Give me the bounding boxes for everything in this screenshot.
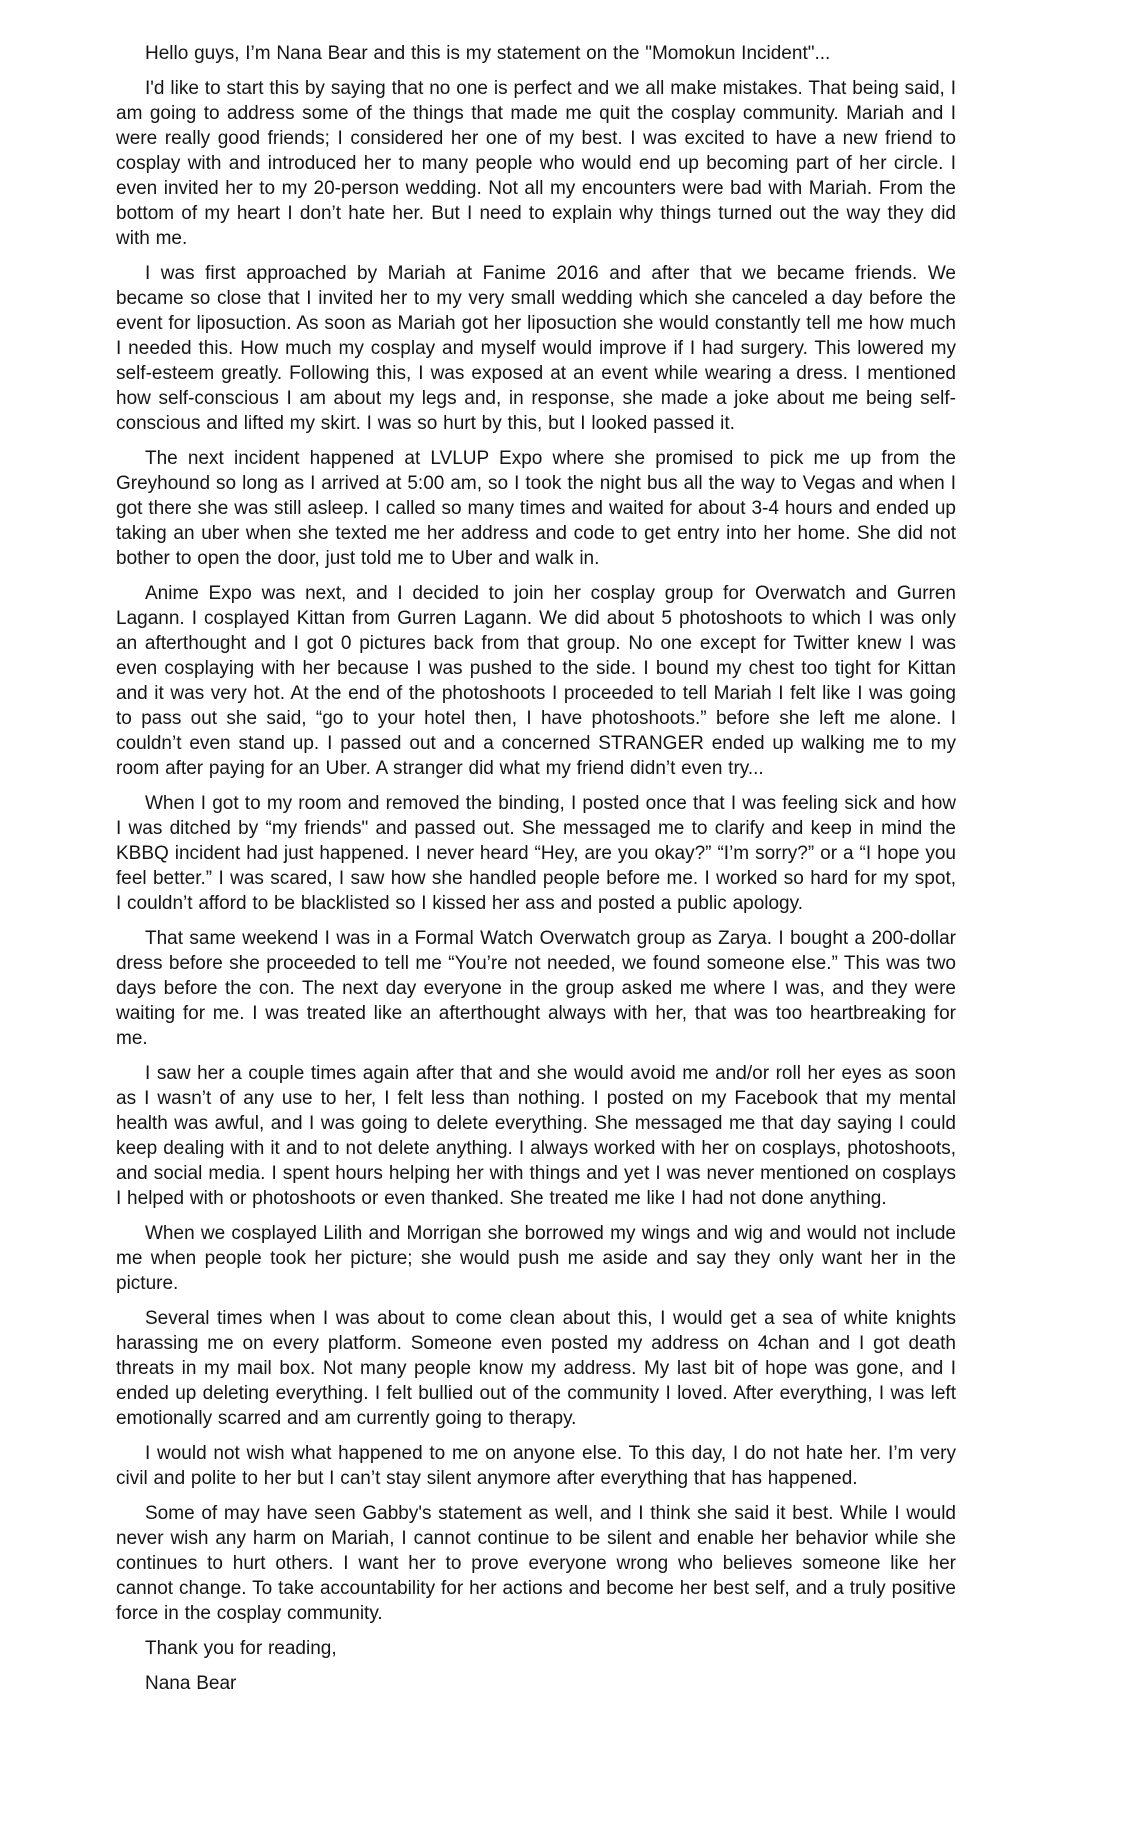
statement-title-line: Hello guys, I’m Nana Bear and this is my statement on the "Momokun Incident"... — [145, 43, 831, 64]
paragraph-zarya: That same weekend I was in a Formal Watch Overwatch group as Zarya. I bought a 200-dollar dress before she proceeded to tell me “You’re not needed, we found someone else.” This was two days before the con. The next day everyone in the group asked me where I was, and they were waiting for me. I was treated like an afterthought always with her, that was too heartbreaking for me. — [116, 928, 956, 1049]
paragraph-anime-expo: Anime Expo was next, and I decided to join her cosplay group for Overwatch and Gurren Lagann. I cosplayed Kittan from Gurren Lagann. We did about 5 photoshoots to which I was only an afterthought and I got 0 pictures back from that group. No one except for Twitter knew I was even cosplaying with her because I was pushed to the side. I bound my chest too tight for Kittan and it was very hot. At the end of the photoshoots I proceeded to tell Mariah I felt like I was going to pass out she said, “go to your hotel then, I have photoshoots.” before she left me alone. I couldn’t even stand up. I passed out and a concerned STRANGER ended up walking me to my room after paying for an Uber. A stranger did what my friend didn’t even try... — [116, 583, 956, 779]
paragraph-no-hate: I would not wish what happened to me on anyone else. To this day, I do not hate her. I’m very civil and polite to her but I can’t stay silent anymore after everything that has happened. — [116, 1443, 956, 1489]
paragraph-lilith-morrigan: When we cosplayed Lilith and Morrigan she borrowed my wings and wig and would not include me when people took her picture; she would push me aside and say they only want her in the picture. — [116, 1223, 956, 1294]
paragraph-aftermath: When I got to my room and removed the binding, I posted once that I was feeling sick and how I was ditched by “my friends" and passed out. She messaged me to clarify and keep in mind the KBBQ incident had just happened. I never heard “Hey, are you okay?” “I’m sorry?” or a “I hope you feel better.” I was scared, I saw how she handled people before me. I worked so hard for my spot, I couldn’t afford to be blacklisted so I kissed her ass and posted a public apology. — [116, 793, 956, 914]
closing-line: Thank you for reading, — [145, 1638, 337, 1659]
paragraph-lvlup-expo: The next incident happened at LVLUP Expo where she promised to pick me up from the Greyhound so long as I arrived at 5:00 am, so I took the night bus all the way to Vegas and when I got there she was still asleep. I called so many times and waited for about 3-4 hours and ended up taking an uber when she texted me her address and code to get entry into her home. She did not bother to open the door, just told me to Uber and walk in. — [116, 448, 956, 569]
paragraph-facebook: I saw her a couple times again after that and she would avoid me and/or roll her eyes as soon as I wasn’t of any use to her, I felt less than nothing. I posted on my Facebook that my mental health was awful, and I was going to delete everything. She messaged me that day saying I could keep dealing with it and to not delete anything. I always worked with her on cosplays, photoshoots, and social media. I spent hours helping her with things and yet I was never mentioned on cosplays I helped with or photoshoots or even thanked. She treated me like I had not done anything. — [116, 1063, 956, 1209]
paragraph-fanime: I was first approached by Mariah at Fanime 2016 and after that we became friends. We became so close that I invited her to my very small wedding which she canceled a day before the event for liposuction. As soon as Mariah got her liposuction she would constantly tell me how much I needed this. How much my cosplay and myself would improve if I had surgery. This lowered my self-esteem greatly. Following this, I was exposed at an event while wearing a dress. I mentioned how self-conscious I am about my legs and, in response, she made a joke about me being self-conscious and lifted my skirt. I was so hurt by this, but I looked passed it. — [116, 263, 956, 434]
paragraph-gabby-statement: Some of may have seen Gabby's statement as well, and I think she said it best. While I would never wish any harm on Mariah, I cannot continue to be silent and enable her behavior while she continues to hurt others. I want her to prove everyone wrong who believes someone like her cannot change. To take accountability for her actions and become her best self, and a truly positive force in the cosplay community. — [116, 1503, 956, 1624]
signature-line: Nana Bear — [145, 1673, 237, 1694]
paragraph-opening: I'd like to start this by saying that no one is perfect and we all make mistakes. That being said, I am going to address some of the things that made me quit the cosplay community. Mariah and I were really good friends; I considered her one of my best. I was excited to have a new friend to cosplay with and introduced her to many people who would end up becoming part of her circle. I even invited her to my 20-person wedding. Not all my encounters were bad with Mariah. From the bottom of my heart I don’t hate her. But I need to explain why things turned out the way they did with me. — [116, 78, 956, 249]
paragraph-white-knights: Several times when I was about to come clean about this, I would get a sea of white knights harassing me on every platform. Someone even posted my address on 4chan and I got death threats in my mail box. Not many people know my address. My last bit of hope was gone, and I ended up deleting everything. I felt bullied out of the community I loved. After everything, I was left emotionally scarred and am currently going to therapy. — [116, 1308, 956, 1429]
